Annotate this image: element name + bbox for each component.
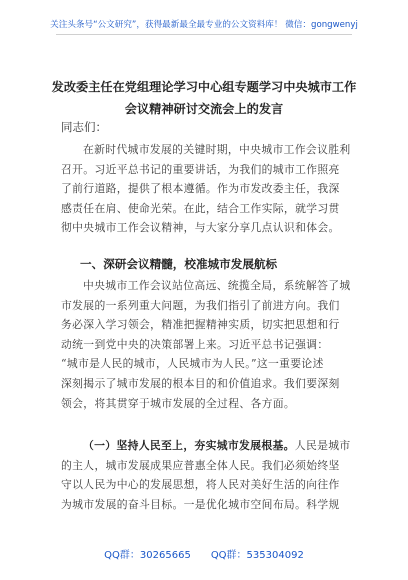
intro-line-2: 召开。习近平总书记的重要讲话，为我们的城市工作照亮 [61, 162, 340, 176]
footer-qq-group-2[interactable]: QQ群：535304092 [210, 550, 304, 561]
document-title [50, 76, 358, 120]
intro-line-5: 彻中央城市工作会议精神，与大家分享几点认识和体会。 [61, 221, 340, 235]
section-1-line-5: “城市是人民的城市，人民城市为人民。”这一重要论述 [61, 357, 324, 371]
subsection-1-line-1 [61, 436, 349, 456]
subsection-1-line-1-rest: 人民是城市 [294, 439, 351, 452]
intro-line-1: 在新时代城市发展的关键时期，中央城市工作会议胜利 [83, 143, 351, 156]
greeting: 同志们： [61, 120, 107, 134]
intro-paragraph [61, 140, 349, 238]
header-banner[interactable]: 关注头条号“公文研究”，获得最新最全最专业的公文资料库！ 微信：gongwenyj [50, 20, 358, 30]
subsection-1-line-3: 守以人民为中心的发展思想，将人民对美好生活的向往作 [61, 478, 340, 492]
footer-contact [0, 546, 408, 561]
title-line-1: 发改委主任在党组理论学习中心组专题学习中央城市工作 [51, 80, 357, 94]
section-1-line-7: 领会，将其贯穿于城市发展的全过程、各方面。 [61, 396, 296, 410]
section-1-line-2: 市发展的一系列重大问题，为我们指引了前进方向。我们 [61, 298, 340, 312]
section-1-line-6: 深刻揭示了城市发展的根本目的和价值追求。我们要深刻 [61, 376, 340, 390]
subsection-1-heading: （一）坚持人民至上，夯实城市发展根基。 [83, 439, 295, 452]
section-1-line-3: 务必深入学习领会，精准把握精神实质，切实把思想和行 [61, 318, 340, 332]
section-1-line-1: 中央城市工作会议站位高远、统揽全局，系统解答了城 [83, 279, 351, 292]
intro-line-4: 感责任在肩、使命光荣。在此，结合工作实际，就学习贯 [61, 201, 340, 215]
intro-line-3: 了前行道路，提供了根本遵循。作为市发改委主任，我深 [61, 182, 340, 196]
subsection-1-line-2: 的主人，城市发展成果应普惠全体人民。我们必须始终坚 [61, 458, 340, 472]
footer-qq-group-1[interactable]: QQ群：30265665 [104, 550, 191, 561]
subsection-1-paragraph [61, 436, 349, 514]
section-1-paragraph [61, 276, 349, 413]
section-1-line-4: 动统一到党中央的决策部署上来。习近平总书记强调： [61, 337, 329, 351]
header-divider [56, 34, 352, 35]
title-line-2: 会议精神研讨交流会上的发言 [124, 102, 284, 116]
section-1-heading: 一、深研会议精髓，校准城市发展航标 [80, 257, 278, 271]
subsection-1-line-4: 为城市发展的奋斗目标。一是优化城市空间布局。科学规 [61, 497, 340, 511]
